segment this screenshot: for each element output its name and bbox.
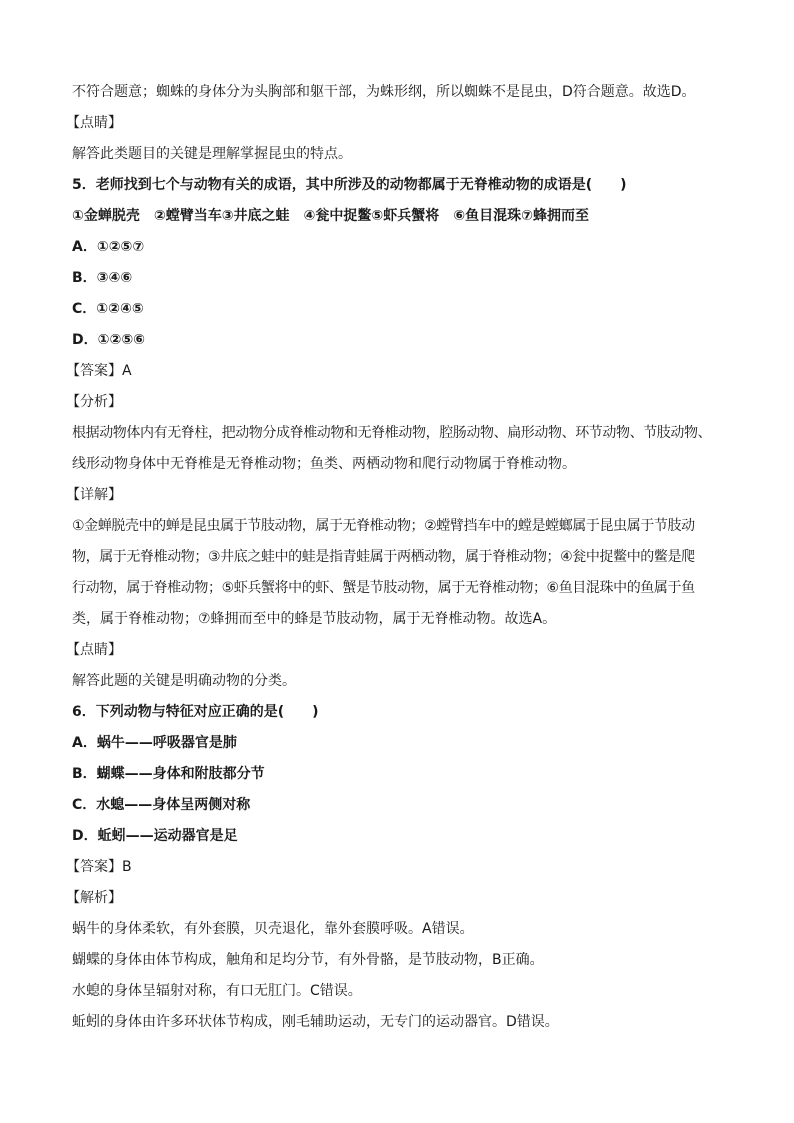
q5-option-d: D．①②⑤⑥	[72, 332, 146, 348]
q5-analysis-line: 根据动物体内有无脊柱，把动物分成脊椎动物和无脊椎动物，腔肠动物、扁形动物、环节动物、节肢动物、	[72, 425, 712, 441]
q5-answer-label: 【答案】	[66, 363, 122, 379]
q5-option-c: C．①②④⑤	[72, 301, 144, 317]
q6-option-b: B．蝴蝶——身体和附肢都分节	[72, 766, 265, 782]
q4-dianjing-label: 【点睛】	[66, 115, 122, 131]
q5-analysis-label: 【分析】	[66, 394, 122, 410]
q6-answer	[66, 852, 732, 883]
q6-stem: 6．下列动物与特征对应正确的是( )	[72, 704, 319, 720]
q6-answer-label: 【答案】	[66, 859, 122, 875]
q4-tail-text: 不符合题意；蜘蛛的身体分为头胸部和躯干部，为蛛形纲，所以蜘蛛不是昆虫，D符合题意。故选D。	[72, 84, 696, 100]
q5-analysis-line: 线形动物身体中无脊椎是无脊椎动物；鱼类、两栖动物和爬行动物属于脊椎动物。	[72, 456, 576, 472]
q5-dianjing-label: 【点睛】	[66, 642, 122, 658]
q6-analysis-label: 【解析】	[66, 890, 122, 906]
q6-analysis-line: 水螅的身体呈辐射对称，有口无肛门。C错误。	[72, 983, 362, 999]
q4-dianjing-text: 解答此类题目的关键是理解掌握昆虫的特点。	[72, 146, 352, 162]
q6-analysis-line: 蜗牛的身体柔软，有外套膜，贝壳退化，靠外套膜呼吸。A错误。	[72, 921, 474, 937]
q5-answer	[66, 356, 732, 387]
q6-analysis-line: 蚯蚓的身体由许多环状体节构成，刚毛辅助运动，无专门的运动器官。D错误。	[72, 1014, 559, 1030]
q5-option-b: B．③④⑥	[72, 270, 133, 286]
q5-answer-value: A	[122, 363, 132, 379]
q5-dianjing-text: 解答此题的关键是明确动物的分类。	[72, 673, 296, 689]
q5-detail-label: 【详解】	[66, 487, 122, 503]
document-page	[66, 77, 732, 1038]
q5-stem: 5．老师找到七个与动物有关的成语，其中所涉及的动物都属于无脊椎动物的成语是( )	[72, 177, 627, 193]
q6-option-c: C．水螅——身体呈两侧对称	[72, 797, 251, 813]
q6-option-a: A．蜗牛——呼吸器官是肺	[72, 735, 237, 751]
q5-idioms: ①金蝉脱壳 ②螳臂当车③井底之蛙 ④瓮中捉鳖⑤虾兵蟹将 ⑥鱼目混珠⑦蜂拥而至	[72, 208, 589, 224]
q5-detail-line: ①金蝉脱壳中的蝉是昆虫属于节肢动物，属于无脊椎动物；②螳臂挡车中的螳是螳螂属于昆虫属于节肢动	[72, 518, 695, 534]
q6-answer-value: B	[122, 859, 132, 875]
q5-detail-line: 物，属于无脊椎动物；③井底之蛙中的蛙是指青蛙属于两栖动物，属于脊椎动物；④瓮中捉鳖中的鳖是爬	[72, 549, 695, 565]
q5-detail-line: 类，属于脊椎动物；⑦蜂拥而至中的蜂是节肢动物，属于无脊椎动物。故选A。	[72, 611, 557, 627]
q6-analysis-line: 蝴蝶的身体由体节构成，触角和足均分节，有外骨骼，是节肢动物，B正确。	[72, 952, 544, 968]
q5-option-a: A．①②⑤⑦	[72, 239, 145, 255]
q6-option-d: D．蚯蚓——运动器官是足	[72, 828, 238, 844]
q5-detail-line: 行动物，属于脊椎动物；⑤虾兵蟹将中的虾、蟹是节肢动物，属于无脊椎动物；⑥鱼目混珠中的鱼属于鱼	[72, 580, 695, 596]
